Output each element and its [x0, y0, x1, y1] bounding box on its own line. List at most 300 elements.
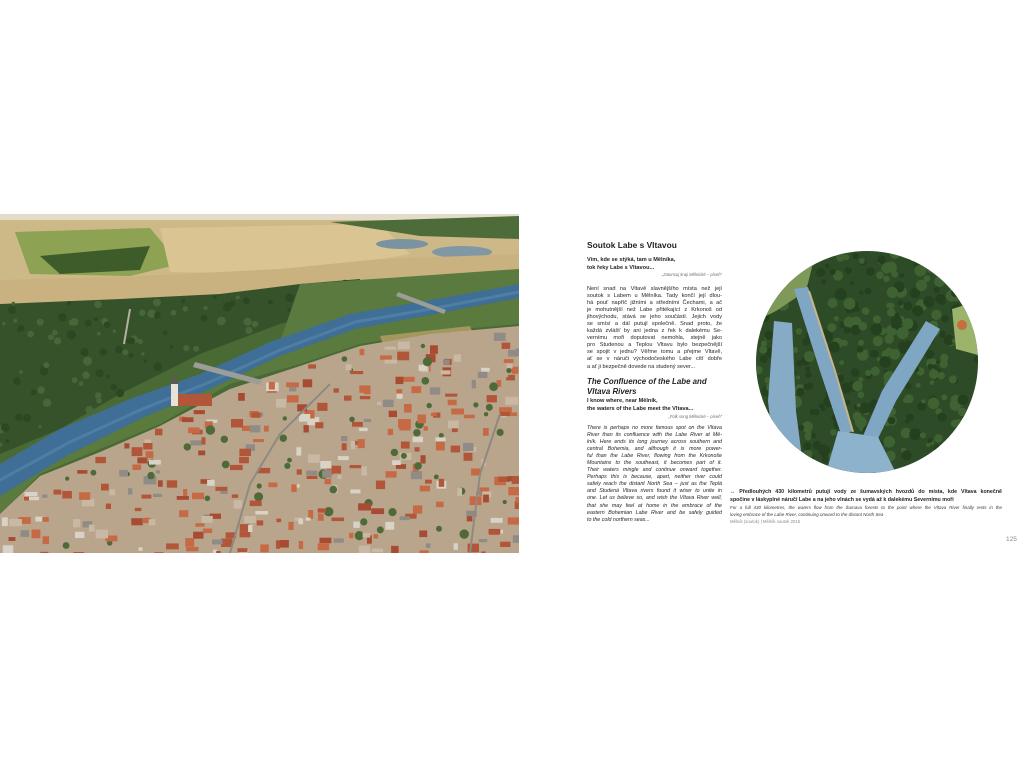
tree-crown: [884, 262, 890, 268]
tree-crown: [48, 334, 54, 340]
tree-crown: [927, 252, 934, 259]
town-roof: [504, 359, 514, 363]
paragraph-line: one. Let us believe so, and wish the Vltava River well,: [587, 495, 722, 502]
tree-crown: [94, 301, 102, 309]
tree-crown: [95, 392, 101, 398]
town-tree: [497, 429, 504, 436]
tree-crown: [803, 450, 813, 460]
page-title: Soutok Labe s Vltavou: [587, 240, 677, 250]
tree-crown: [851, 368, 860, 377]
tree-crown: [964, 264, 974, 274]
tree-crown: [946, 460, 954, 468]
tree-crown: [934, 276, 945, 287]
tree-crown: [827, 323, 836, 332]
tree-crown: [778, 274, 787, 283]
town-roof: [239, 457, 249, 464]
tree-crown: [818, 251, 824, 254]
town-roof: [359, 385, 370, 392]
tree-crown: [811, 433, 817, 439]
town-roof: [42, 495, 47, 498]
town-roof: [443, 360, 450, 365]
tree-crown: [797, 451, 803, 457]
tree-crown: [796, 388, 804, 396]
town-roof: [385, 522, 394, 530]
tree-crown: [43, 362, 49, 368]
town-roof: [82, 499, 94, 507]
tree-crown: [834, 316, 839, 321]
tree-crown: [957, 283, 967, 293]
tree-crown: [243, 318, 251, 326]
tree-crown: [894, 251, 898, 253]
tree-crown: [794, 259, 804, 269]
town-roof: [131, 518, 142, 525]
town-roof: [502, 343, 511, 349]
town-tree: [280, 435, 287, 442]
town-roof: [21, 530, 30, 537]
tree-crown: [756, 323, 761, 328]
paragraph-line: vernímu moři doputovat nemohla, stejně jako: [587, 335, 722, 342]
tree-crown: [958, 395, 969, 406]
tree-crown: [31, 389, 37, 395]
town-roof: [392, 460, 401, 465]
caption-line: loving embrace of the Labe River, continuing onward to the distant North Sea: [730, 511, 884, 517]
town-roof: [142, 495, 152, 499]
tree-crown: [23, 414, 31, 422]
town-roof: [89, 525, 95, 532]
town-roof: [350, 371, 363, 374]
town-tree: [391, 449, 398, 456]
tree-crown: [961, 440, 971, 450]
town-roof: [202, 437, 206, 444]
tree-crown: [775, 464, 783, 472]
caption-english: [730, 505, 1002, 518]
tree-crown: [236, 295, 240, 299]
tree-crown: [858, 392, 865, 399]
town-roof: [334, 388, 339, 392]
town-roof: [451, 446, 460, 453]
tree-crown: [935, 294, 945, 304]
tree-crown: [934, 434, 943, 443]
photo-credit: Mělník (soutok) | Mělník soutok 2015: [730, 519, 801, 524]
tree-crown: [183, 306, 188, 311]
town-roof: [512, 476, 519, 484]
town-roof: [363, 533, 371, 538]
tree-crown: [937, 372, 945, 380]
town-roof: [322, 470, 332, 477]
paragraph-line: that she may feel at home in the embrace of the: [587, 502, 722, 509]
town-roof: [158, 480, 163, 487]
town-roof: [43, 536, 50, 544]
tree-crown: [805, 372, 812, 379]
tree-crown: [201, 315, 208, 322]
town-roof: [467, 516, 473, 521]
town-roof: [481, 551, 486, 553]
town-roof: [306, 518, 311, 521]
tree-crown: [805, 434, 811, 440]
tree-crown: [956, 419, 961, 424]
town-roof: [307, 476, 318, 479]
town-roof: [154, 552, 163, 553]
town-roof: [291, 484, 296, 492]
tree-crown: [968, 255, 977, 264]
town-roof: [508, 517, 519, 524]
town-roof: [376, 481, 385, 490]
tree-crown: [862, 307, 870, 315]
town-roof: [430, 345, 438, 354]
town-tree: [284, 463, 290, 469]
tree-crown: [819, 403, 824, 408]
tree-crown: [814, 461, 818, 465]
town-roof: [177, 496, 189, 500]
tree-crown: [921, 399, 925, 403]
tree-crown: [803, 442, 811, 450]
town-roof: [358, 439, 365, 448]
tree-crown: [859, 258, 865, 264]
paragraph-line: se smísí a dál putují společně. Snad proto, že: [587, 321, 722, 328]
town-roof: [464, 415, 475, 419]
tree-crown: [962, 445, 974, 457]
town-roof: [389, 411, 397, 417]
tree-crown: [17, 329, 20, 332]
town-roof: [516, 349, 519, 357]
english-attribution: „Folk song Mělnické – píseň“: [668, 414, 722, 419]
town-roof: [448, 400, 457, 406]
town-roof: [79, 492, 90, 500]
tree-crown: [903, 301, 912, 310]
town-roof: [137, 457, 147, 463]
town-roof: [299, 414, 310, 422]
town-roof: [398, 342, 410, 350]
town-roof: [331, 518, 344, 522]
tree-crown: [111, 384, 117, 390]
tree-crown: [858, 340, 864, 346]
tree-crown: [829, 342, 840, 353]
tree-crown: [859, 291, 863, 295]
town-tree: [439, 433, 444, 438]
town-tree: [423, 357, 432, 366]
tree-crown: [963, 251, 975, 263]
tree-crown: [891, 271, 898, 278]
tree-crown: [268, 300, 273, 305]
town-roof: [132, 447, 143, 456]
town-roof: [505, 397, 518, 405]
tree-crown: [104, 322, 111, 329]
town-roof: [207, 480, 215, 486]
church-nave: [178, 394, 212, 406]
town-roof: [388, 429, 393, 435]
tree-crown: [855, 416, 867, 428]
paragraph-line: central Bohemia, and although it is more power-: [587, 446, 722, 453]
tree-crown: [927, 438, 932, 443]
pond: [376, 239, 428, 249]
town-tree: [360, 518, 367, 525]
tree-crown: [924, 275, 931, 282]
town-roof: [73, 552, 84, 553]
town-roof: [239, 449, 251, 456]
tree-crown: [871, 367, 880, 376]
tree-crown: [886, 303, 891, 308]
tree-crown: [769, 465, 775, 471]
tree-crown: [800, 460, 809, 469]
tree-crown: [52, 330, 58, 336]
tree-crown: [914, 265, 926, 277]
english-paragraph: [587, 425, 722, 524]
tree-crown: [85, 406, 93, 414]
tree-crown: [218, 317, 225, 324]
town-tree: [436, 526, 442, 532]
tree-crown: [905, 419, 909, 423]
paragraph-line: ať se v náruči východočeského Labe cítí dobře: [587, 356, 722, 363]
town-roof: [439, 479, 445, 487]
town-roof: [391, 546, 399, 553]
tree-crown: [933, 364, 938, 369]
tree-crown: [889, 349, 900, 360]
caption-czech: [730, 489, 1002, 504]
town-roof: [454, 543, 458, 550]
tree-crown: [970, 279, 978, 289]
tree-crown: [38, 386, 45, 393]
town-roof: [377, 402, 381, 405]
tree-crown: [756, 453, 763, 460]
paragraph-line: pro Studenou a Teplou Vltavu bylo bezpečnější: [587, 342, 722, 349]
town-roof: [436, 502, 444, 508]
tree-crown: [841, 340, 847, 346]
tree-crown: [122, 349, 128, 355]
town-tree: [283, 416, 287, 420]
czech-attribution: „Zatancuj kraji Mělnické – píseň“: [661, 272, 722, 277]
tree-crown: [779, 275, 784, 280]
tree-crown: [13, 319, 17, 323]
town-roof: [445, 394, 457, 397]
tree-crown: [762, 412, 768, 418]
tree-crown: [941, 394, 947, 400]
town-roof: [128, 488, 132, 494]
tree-crown: [818, 444, 830, 456]
tree-crown: [857, 346, 863, 352]
town-roof: [454, 354, 461, 362]
town-roof: [77, 470, 87, 474]
town-roof: [24, 497, 29, 501]
town-roof: [186, 547, 198, 551]
town-roof: [385, 347, 396, 350]
tree-crown: [940, 354, 948, 362]
town-roof: [143, 443, 152, 450]
town-roof: [318, 514, 324, 521]
tree-crown: [959, 254, 963, 258]
tree-crown: [859, 322, 868, 331]
town-roof: [257, 520, 264, 525]
tree-crown: [952, 450, 958, 456]
tree-crown: [214, 295, 217, 298]
tree-crown: [810, 409, 816, 415]
town-roof: [231, 419, 243, 428]
town-roof: [250, 501, 262, 507]
town-roof: [435, 437, 445, 441]
tree-crown: [80, 348, 88, 356]
town-roof: [420, 486, 430, 492]
town-tree: [287, 458, 292, 463]
tree-crown: [821, 279, 826, 284]
tree-crown: [12, 302, 15, 305]
town-roof: [332, 466, 341, 474]
town-roof: [464, 453, 473, 461]
tree-crown: [772, 434, 781, 443]
town-tree: [355, 531, 364, 540]
tree-crown: [970, 455, 978, 463]
tree-crown: [771, 458, 780, 467]
town-roof: [297, 469, 302, 474]
tree-crown: [761, 280, 766, 285]
town-roof: [110, 489, 116, 495]
tree-crown: [163, 331, 168, 336]
town-roof: [419, 531, 427, 538]
town-roof: [188, 427, 200, 433]
town-roof: [276, 519, 281, 523]
town-roof: [360, 349, 365, 355]
town-roof: [138, 547, 142, 550]
tree-crown: [852, 253, 858, 259]
paragraph-line: River than its confluence with the Labe River at Mě-: [587, 432, 722, 439]
tree-crown: [870, 323, 882, 335]
tree-crown: [96, 398, 102, 404]
town-roof: [238, 393, 245, 401]
tree-crown: [766, 434, 777, 445]
town-roof: [264, 426, 269, 432]
town-roof: [242, 426, 250, 431]
tree-crown: [756, 411, 762, 420]
tree-crown: [756, 465, 768, 473]
town-roof: [337, 475, 341, 479]
town-roof: [344, 396, 352, 401]
tree-crown: [756, 435, 760, 443]
tree-crown: [8, 306, 16, 314]
town-roof: [441, 370, 451, 374]
town-roof: [269, 382, 275, 390]
page-number: 125: [1006, 536, 1017, 543]
tree-crown: [828, 298, 838, 308]
tree-crown: [129, 353, 134, 358]
town-roof: [216, 551, 220, 553]
tree-crown: [125, 339, 129, 343]
town-roof: [386, 471, 397, 477]
tree-crown: [756, 398, 760, 402]
town-roof: [478, 372, 488, 378]
tree-crown: [958, 408, 967, 417]
tree-crown: [771, 455, 778, 462]
lyric-line: Vím, kde se stýká, tam u Mělníka,: [587, 257, 676, 263]
town-roof: [308, 364, 316, 368]
town-roof: [419, 550, 428, 553]
tree-crown: [181, 299, 185, 303]
town-roof: [166, 543, 179, 549]
town-roof: [42, 517, 49, 522]
tree-crown: [839, 360, 844, 365]
town-roof: [124, 443, 129, 448]
tree-crown: [287, 308, 290, 311]
tree-crown: [19, 370, 23, 374]
town-roof: [364, 419, 371, 422]
tree-crown: [899, 273, 904, 278]
town-tree: [473, 402, 478, 407]
tree-crown: [170, 345, 174, 349]
tree-crown: [69, 320, 75, 326]
tree-crown: [969, 464, 975, 470]
town-tree: [421, 344, 425, 348]
town-roof: [451, 409, 464, 415]
tree-crown: [760, 355, 768, 363]
tree-crown: [756, 418, 763, 430]
town-roof: [193, 532, 203, 539]
town-tree: [427, 403, 432, 408]
tree-crown: [15, 414, 22, 421]
tree-crown: [767, 291, 776, 300]
town-roof: [25, 492, 38, 496]
tree-crown: [920, 432, 926, 438]
tree-crown: [936, 462, 943, 469]
paragraph-line: eastern Bohemian Labe River and be safely guided: [587, 509, 722, 516]
tree-crown: [909, 428, 921, 440]
tree-crown: [829, 269, 835, 275]
town-roof: [106, 504, 111, 510]
town-tree: [221, 436, 228, 443]
town-roof: [413, 505, 422, 513]
town-roof: [362, 467, 367, 476]
paragraph-line: je mohutnější než Labe přitékající z Krkonoš od: [587, 307, 722, 314]
tree-crown: [958, 271, 962, 275]
town-roof: [149, 519, 156, 525]
tree-crown: [97, 332, 101, 336]
tree-crown: [223, 303, 232, 312]
paragraph-line: Their waters mingle and continue onward together.: [587, 467, 722, 474]
tree-crown: [37, 319, 44, 326]
tree-crown: [797, 461, 806, 470]
tree-crown: [890, 330, 894, 334]
paragraph-line: Mountains to the southeast, it becomes part of it.: [587, 460, 722, 467]
title-line: Vltava Rivers: [587, 387, 637, 396]
tree-crown: [929, 456, 934, 461]
tree-crown: [774, 283, 779, 288]
town-tree: [254, 492, 263, 501]
title-line: The Confluence of the Labe and: [587, 377, 707, 386]
town-roof: [194, 410, 205, 414]
town-roof: [500, 412, 510, 416]
tree-crown: [756, 400, 760, 404]
town-roof: [155, 429, 163, 436]
tree-crown: [937, 413, 946, 422]
tree-crown: [94, 317, 98, 321]
town-tree: [91, 470, 97, 476]
czech-paragraph: [587, 286, 722, 371]
town-roof: [349, 533, 353, 538]
tree-crown: [805, 259, 811, 265]
tree-crown: [845, 267, 852, 274]
town-roof: [75, 532, 84, 538]
tree-crown: [766, 268, 775, 277]
town-roof: [483, 495, 489, 503]
church-tower: [171, 384, 178, 406]
town-roof: [276, 540, 280, 549]
paragraph-line: safely reach the distant North Sea – just as the Teplá: [587, 481, 722, 488]
tree-crown: [928, 364, 934, 370]
tree-crown: [83, 357, 92, 366]
tree-crown: [852, 381, 863, 392]
tree-crown: [887, 308, 895, 316]
tree-crown: [910, 251, 918, 258]
town-tree: [460, 529, 469, 538]
tree-crown: [96, 369, 104, 377]
town-roof: [132, 465, 141, 471]
tree-crown: [934, 445, 941, 452]
